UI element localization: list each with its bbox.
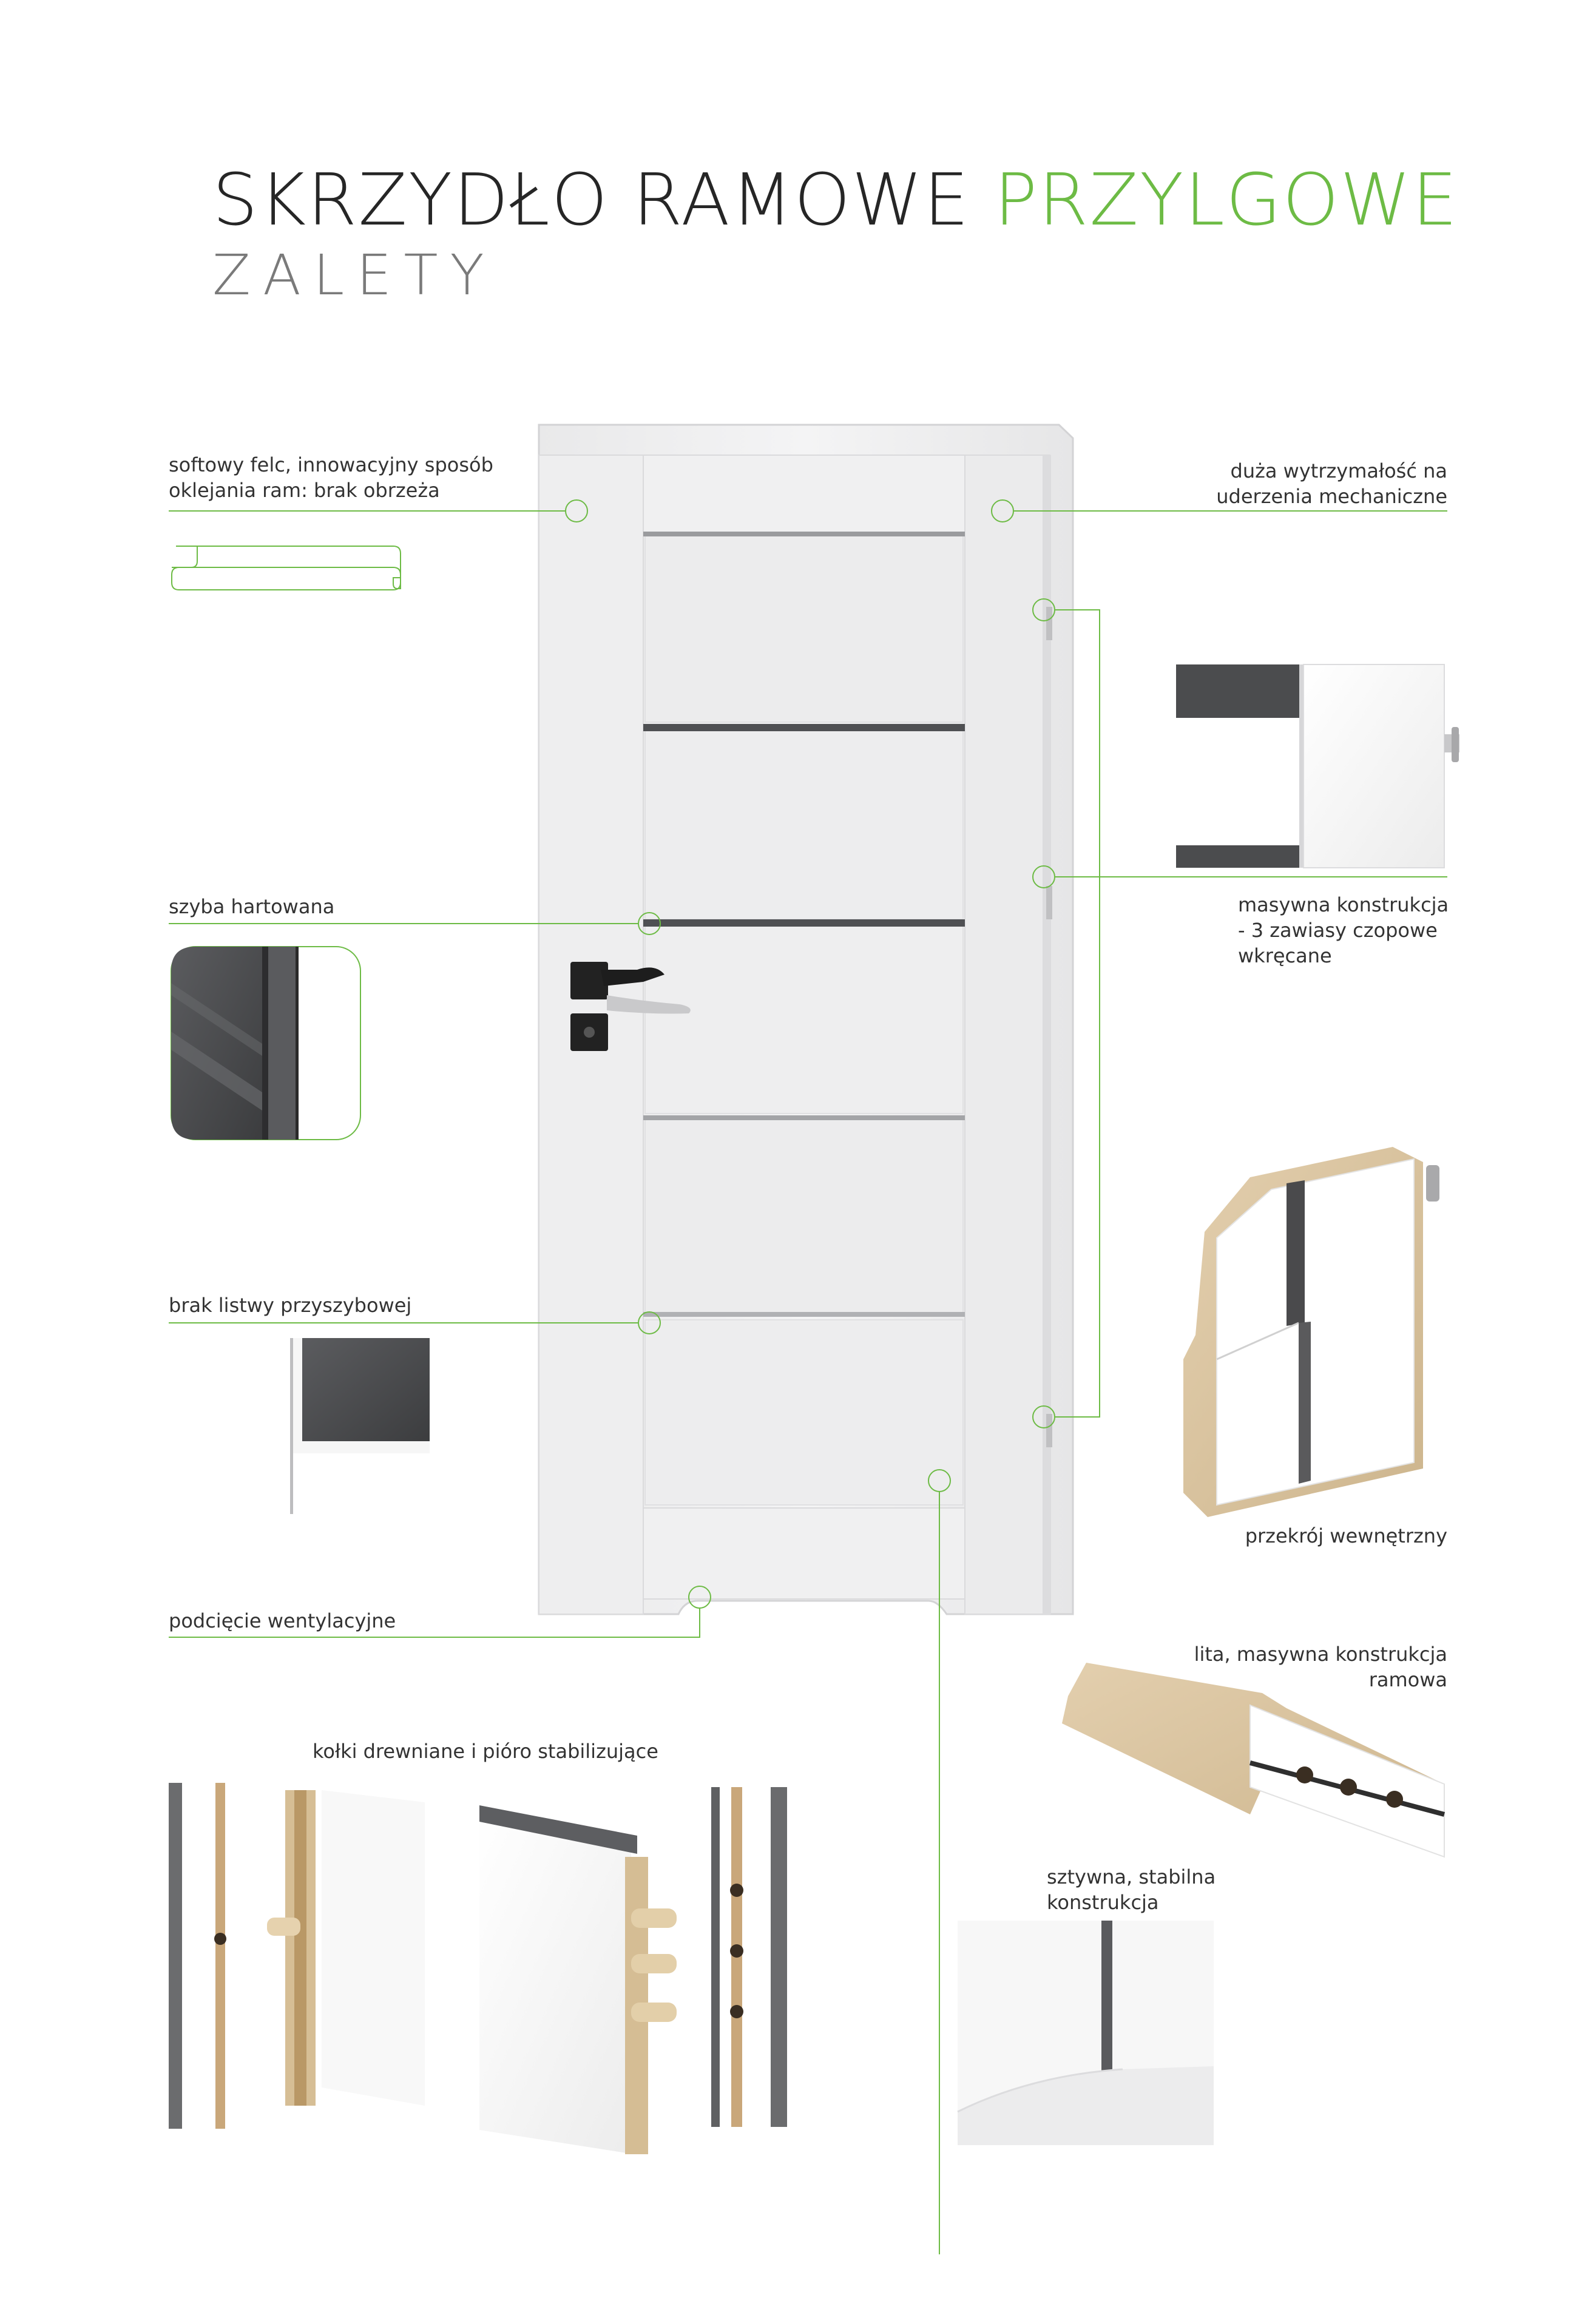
glass-closeup-image xyxy=(171,947,360,1140)
label-podciecie: podcięcie wentylacyjne xyxy=(169,1609,396,1632)
label-szyba: szyba hartowana xyxy=(169,895,335,918)
page-subtitle: ZALETY xyxy=(212,243,496,308)
label-masywna-line2: - 3 zawiasy czopowe xyxy=(1238,919,1438,942)
label-lita xyxy=(1194,1641,1447,1692)
label-sztywna-line2: konstrukcja xyxy=(1047,1891,1159,1914)
label-kolki: kołki drewniane i pióro stabilizujące xyxy=(313,1740,658,1763)
label-lita-line2: ramowa xyxy=(1368,1668,1447,1691)
label-softowy-felc-line1: softowy felc, innowacyjny sposób xyxy=(169,453,493,476)
label-sztywna xyxy=(1047,1864,1216,1915)
label-listwa: brak listwy przyszybowej xyxy=(169,1294,412,1317)
label-masywna-line1: masywna konstrukcja xyxy=(1238,893,1449,916)
glazing-bead-closeup-image xyxy=(290,1338,430,1514)
label-masywna xyxy=(1238,892,1449,968)
label-sztywna-line1: sztywna, stabilna xyxy=(1047,1865,1216,1888)
label-lita-line1: lita, masywna konstrukcja xyxy=(1194,1643,1447,1666)
cross-section-image xyxy=(1183,1147,1439,1517)
label-przekroj: przekrój wewnętrzny xyxy=(1245,1524,1447,1547)
dowel-detail-images xyxy=(169,1783,787,2154)
title-accent: PRZYLGOWE xyxy=(994,158,1459,242)
label-softowy-felc-line2: oklejania ram: brak obrzeża xyxy=(169,479,440,502)
label-masywna-line3: wkręcane xyxy=(1238,944,1332,967)
door-illustration xyxy=(539,425,1073,1614)
label-wytrzymalosc-line1: duża wytrzymałość na xyxy=(1230,459,1447,482)
title-main: SKRZYDŁO RAMOWE xyxy=(212,158,995,242)
label-wytrzymalosc-line2: uderzenia mechaniczne xyxy=(1216,485,1447,508)
rigid-construction-image xyxy=(958,1921,1214,2145)
label-softowy-felc xyxy=(169,452,493,503)
hinge-closeup-image xyxy=(1176,664,1459,868)
label-wytrzymalosc xyxy=(1216,458,1447,509)
felc-profile-icon xyxy=(172,546,401,590)
